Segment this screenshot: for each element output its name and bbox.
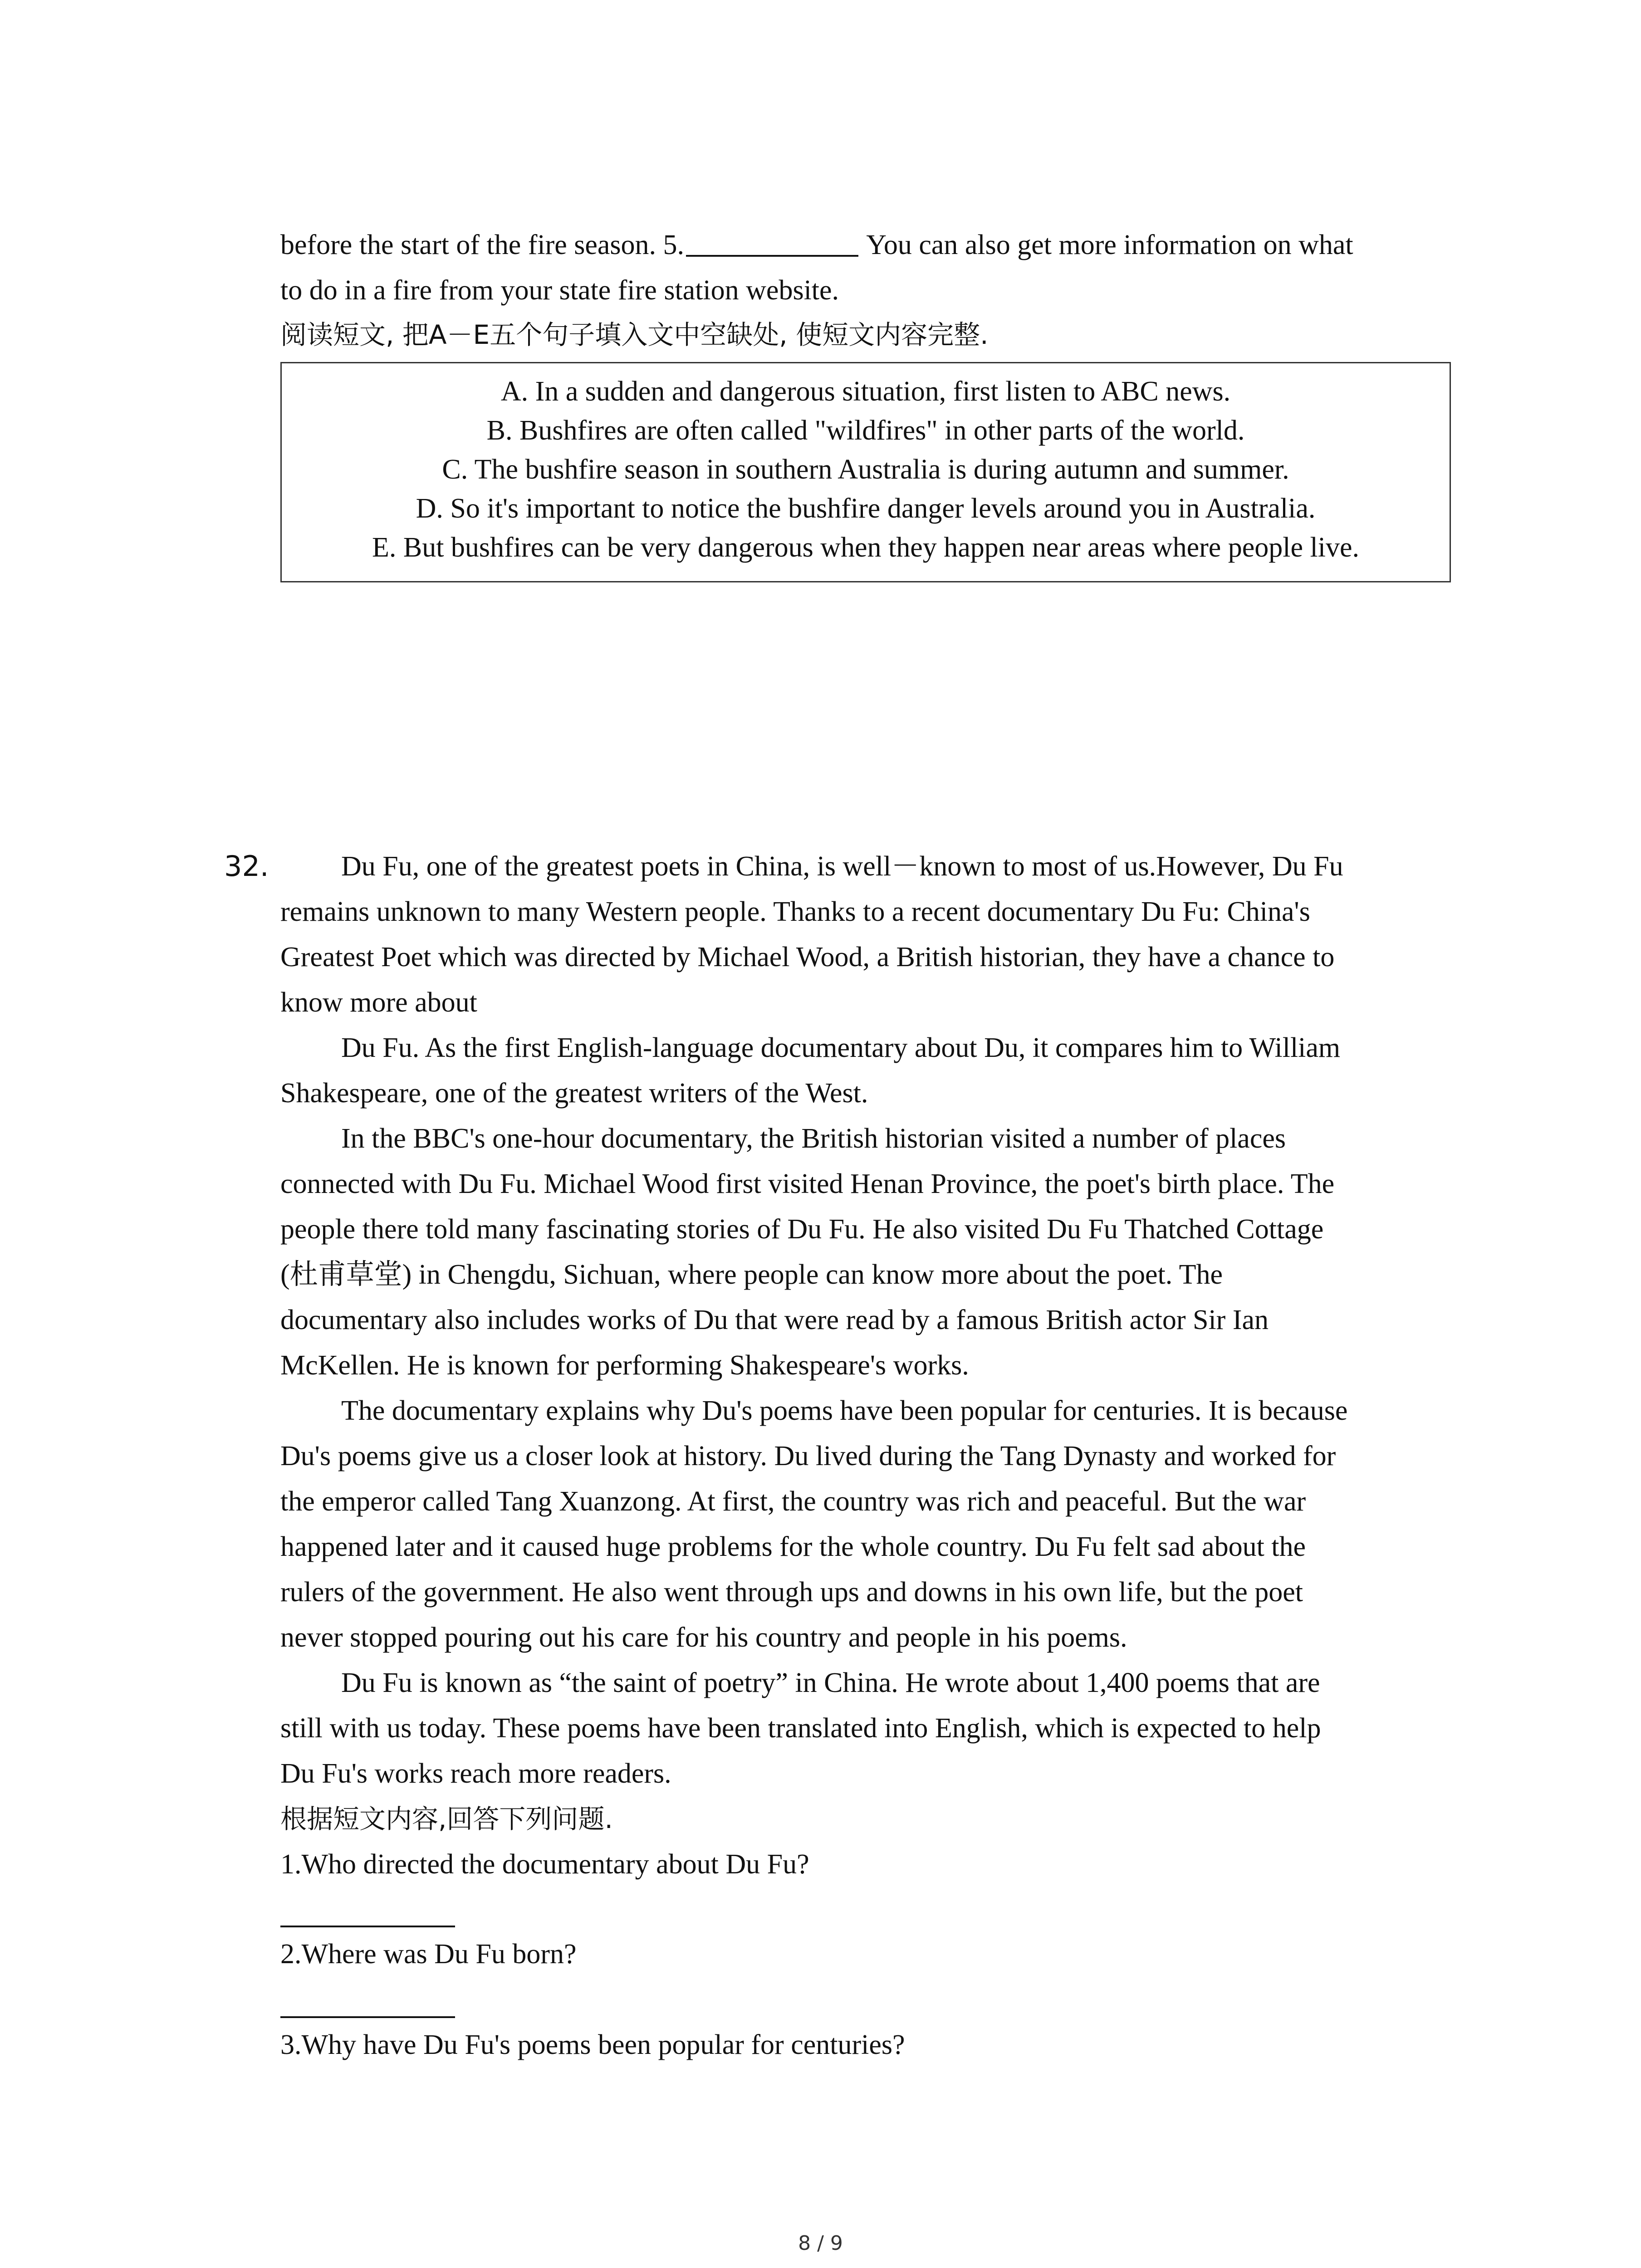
- option-b: B. Bushfires are often called "wildfires" in other parts of the world.: [486, 415, 1245, 446]
- option-e: E. But bushfires can be very dangerous when they happen near areas where people live.: [372, 532, 1360, 563]
- passage-line: never stopped pouring out his care for his country and people in his poems.: [280, 1622, 1127, 1653]
- passage-line: connected with Du Fu. Michael Wood first visited Henan Province, the poet's birth place. The: [280, 1168, 1335, 1199]
- passage-line: rulers of the government. He also went through ups and downs in his own life, but the poet: [280, 1577, 1303, 1608]
- passage-line: The documentary explains why Du's poems have been popular for centuries. It is because: [341, 1395, 1348, 1426]
- answer-line-2[interactable]: [280, 2016, 455, 2018]
- passage-line: Du Fu's works reach more readers.: [280, 1758, 671, 1789]
- passage-line: In the BBC's one-hour documentary, the British historian visited a number of places: [341, 1123, 1286, 1154]
- options-box: [280, 362, 1451, 582]
- question-2: 2.Where was Du Fu born?: [280, 1939, 577, 1970]
- question-number: 32.: [224, 850, 269, 883]
- passage-line: to do in a fire from your state fire station website.: [280, 275, 839, 306]
- passage-line: remains unknown to many Western people. Thanks to a recent documentary Du Fu: China's: [280, 896, 1310, 927]
- passage-text: before the start of the fire season. 5.: [280, 230, 685, 260]
- passage-line: still with us today. These poems have been translated into English, which is expected to help: [280, 1713, 1321, 1744]
- page-number: 8 / 9: [798, 2232, 843, 2255]
- answer-line-1[interactable]: [280, 1926, 455, 1927]
- passage-line: happened later and it caused huge problems for the whole country. Du Fu felt sad about the: [280, 1531, 1306, 1562]
- option-a: A. In a sudden and dangerous situation, first listen to ABC news.: [500, 376, 1231, 407]
- passage-line: Greatest Poet which was directed by Michael Wood, a British historian, they have a chance to: [280, 942, 1335, 973]
- passage-text: You can also get more information on what: [860, 230, 1353, 260]
- answer-blank-5[interactable]: [686, 228, 858, 257]
- passage-line: Du Fu is known as “the saint of poetry” in China. He wrote about 1,400 poems that are: [341, 1667, 1320, 1698]
- passage-line: McKellen. He is known for performing Shakespeare's works.: [280, 1350, 969, 1381]
- passage-line: (杜甫草堂) in Chengdu, Sichuan, where people can know more about the poet. The: [280, 1259, 1223, 1290]
- question-1: 1.Who directed the documentary about Du Fu?: [280, 1849, 809, 1880]
- passage-line: the emperor called Tang Xuanzong. At first, the country was rich and peaceful. But the war: [280, 1486, 1306, 1517]
- passage-line: know more about: [280, 987, 477, 1018]
- option-c: C. The bushfire season in southern Australia is during autumn and summer.: [442, 454, 1289, 485]
- passage-line: [280, 222, 1353, 268]
- passage-line: documentary also includes works of Du that were read by a famous British actor Sir Ian: [280, 1305, 1269, 1335]
- passage-line: Du Fu. As the first English-language documentary about Du, it compares him to William: [341, 1032, 1341, 1063]
- passage-line: Du Fu, one of the greatest poets in China, is well－known to most of us.However, Du Fu: [341, 851, 1343, 882]
- passage-line: Shakespeare, one of the greatest writers of the West.: [280, 1078, 868, 1109]
- instruction-text: 阅读短文, 把A－E五个句子填入文中空缺处, 使短文内容完整.: [280, 319, 989, 350]
- passage-line: people there told many fascinating stories of Du Fu. He also visited Du Fu Thatched Cottage: [280, 1214, 1324, 1245]
- instruction-text: 根据短文内容,回答下列问题.: [280, 1804, 613, 1834]
- passage-line: Du's poems give us a closer look at history. Du lived during the Tang Dynasty and worked for: [280, 1441, 1336, 1471]
- question-3: 3.Why have Du Fu's poems been popular for centuries?: [280, 2029, 905, 2060]
- option-d: D. So it's important to notice the bushfire danger levels around you in Australia.: [416, 493, 1316, 524]
